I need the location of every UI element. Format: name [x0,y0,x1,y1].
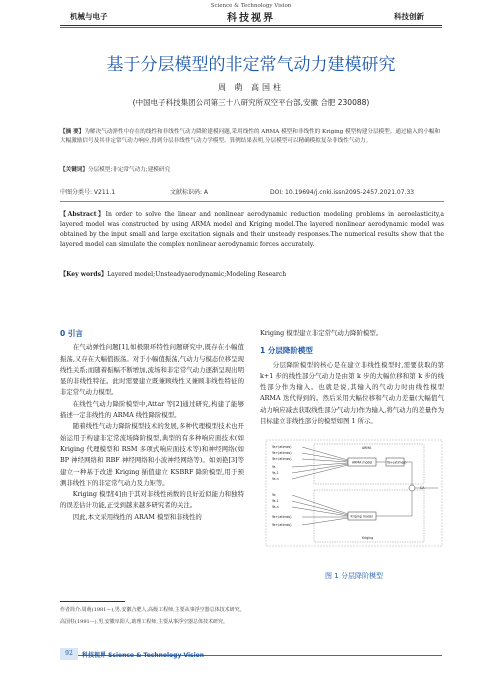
body-paragraph: Kriging 模型[4]由于其对非线性函数的良好近似能力和独特的误差估计功能,正受到越来越多研究者的关注。 [60,490,244,510]
doi: DOI: 10.19694/j.cnki.issn2095-2457.2021.07.33 [270,189,415,196]
header-journal-title: 科技视界 [227,13,275,24]
body-paragraph: 分层降阶模型的核心是在建立非线性模型时,需要获取的第 k+1 步的线性部分气动力是由第 k 步的大幅位移和第 k 步的线性部分作为输入。也就是说,其输入的气动力时由线性模型 ARMA 迭代得到的。然后采用大幅位移和气动力差量(大幅值气动力响应减去获取线性部分气动力)作为输入,将气动力的差量作为目标建立非线性部分的模型如图 1 所示。 [260,360,444,426]
layered-model-figure [262,438,446,548]
page-number: 92 [60,648,78,660]
input-label: Ya+(atimes) [272,515,292,519]
paper-affiliation: (中国电子科技集团公司第三十八研究所双空平台部,安徽 合肥 230088) [132,98,370,107]
header-section-right: 科技创新 [394,12,424,21]
section-heading-layered-model: 1 分层降阶模型 [260,346,313,356]
abstract-english [60,210,444,250]
document-code: 文献标识码: A [170,189,209,196]
sum-node [409,485,415,491]
abstract-chinese-label: 【摘 要】 [60,129,85,135]
abstract-english-label: 【Abstract】 [60,211,106,218]
input-label: Ya+(atimes) [272,451,292,455]
input-label: Ya [272,493,276,497]
layered-model-diagram [262,438,446,548]
paper-title: 基于分层模型的非定常气动力建模研究 [106,55,396,75]
arma-group-label: ARMA [362,446,372,450]
clc-number: 中图分类号: V211.1 [60,189,116,196]
author-footnote: 作者简介:周萌(1981—),男,安徽合肥人,高级工程师,主要从事浮空器总体技术研究。 [60,607,245,613]
paper-authors: 周 萌 高国柱 [217,83,285,92]
header-rule [60,25,442,26]
keywords-english-label: 【Key words】 [60,271,108,278]
output-label: Ya+(atimes) [387,460,407,465]
figure-caption: 图 1 分层降阶模型 [325,572,383,580]
left-column [60,328,244,523]
body-paragraph: 因此,本文采用线性的 ARAM 模型和非线性的 [72,512,202,521]
article-metadata [60,187,444,196]
input-label: Ya-1 [272,499,279,503]
section-heading-introduction: 0 引言 [60,329,83,338]
abstract-chinese-text: 为解决气动弹性中存在的线性和非线性气动力降阶建模问题,采用线性的 ARMA 模型和非线性的 Kriging 模型构建分层模型。通过输入的小幅和大幅激励信号及其非定常气动力响应,得到分层非线性气动力学模型。算例结果表明,分层模型可以精确模拟复杂非线性气动力。 [60,129,441,144]
body-paragraph: 在线性气动力降阶模型中,Attar 等[2]通过研究,构建了能够描述一定非线性的 ARMA 线性降阶模型。 [60,399,244,420]
header-section-left: 机械与电子 [70,12,108,21]
author-footnote: 高国柱(1991—),男,安徽阜阳人,助理工程师,主要从事浮空器总体技术研究。 [60,619,228,625]
kriging-model-label: Kriging model [350,514,373,519]
input-label: Ya+(atimes) [272,523,292,527]
body-paragraph: 在气动弹性问题[1],如极限环特性问题研究中,既存在小幅值振荡,又存在大幅值振荡。对于小幅值振荡,气动力与模态位移呈现线性关系;而随着振幅不断增加,流场和非定常气动力逐渐呈现出明显的非线性特征。此时需要建立既兼顾线性又兼顾非线性特征的非定常气动力模型。 [60,343,244,397]
input-label: Ya+(atimes) [272,445,292,449]
keywords-chinese-label: 【关键词】 [60,167,88,173]
abstract-chinese [60,128,444,146]
input-label: Ya [272,465,276,469]
right-column [260,328,444,427]
metadata-rule [60,201,444,202]
sum-label: CA [420,486,425,490]
keywords-english-text: Layered model;Unsteadyaerodynamic;Modeling Research [107,271,287,278]
kriging-group-label: Kriging [362,536,374,540]
body-paragraph: 随着线性气动力降阶模型技术的发展,多种代理模型技术也开始运用于构建非定常流场降阶模型,典型的有多种响应面技术(如 Kriging 代理模型和 RSM 多项式响应面技术等)和神经网络(如 BP 神经网络和 RBF 神经网络和小波神经网络等)。如刘艳[3]等建立一种基于改进 Kriging 插值建立 KSBRF 降阶模型,用于预测非线性下的非定常气动力及力矩等。 [60,422,244,487]
arma-model-label: ARMA model [352,460,373,465]
header-rule-thin [60,27,442,28]
input-label: Ya-n [272,505,279,509]
keywords-chinese-text: 分层模型;非定常气动力;建模研究 [87,167,171,173]
footnote-rule [60,601,125,602]
footer-journal: 科技视界 Science & Technology Vision [82,652,205,659]
keywords-english [60,269,444,278]
input-label: Ya-n [272,477,279,481]
keywords-chinese [60,165,444,173]
input-label: Ya+(atimes) [272,457,292,461]
input-label: Ya-1 [272,471,279,475]
body-paragraph: Kriging 模型建立非定常气动力降阶模型。 [260,329,383,337]
figure-frame [266,440,442,546]
journal-english-name: Science & Technology Vision [210,3,292,9]
abstract-english-text: In order to solve the linear and nonlinear aerodynamic reduction modeling problems in aeroelasticity,a layered model was constructed by using ARMA model and Kriging model.The layered nonlinear aerodynamic model was obtained by the input small and large excitation signals and their unsteady responses.The numerical results show that the layered model can simulate the complex nonlinear aerodynamic forces accurately. [60,211,444,248]
